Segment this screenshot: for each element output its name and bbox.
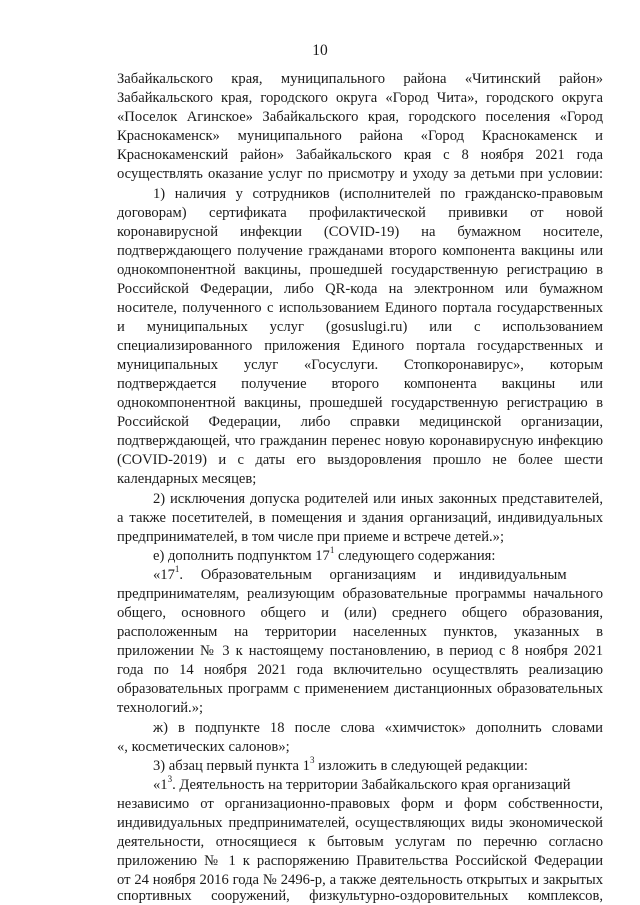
text-fragment: 3) абзац первый пункта 1 xyxy=(153,758,310,774)
text-line: носителе, полученного с использованием Единого портала государственных xyxy=(117,300,603,316)
superscript: 1 xyxy=(329,545,335,556)
text-line: подтверждающей, что гражданин перенес новую коронавирусную инфекцию xyxy=(117,433,603,449)
text-fragment: изложить в следующей редакции: xyxy=(314,758,528,774)
text-fragment: . Деятельность на территории Забайкальского края организаций xyxy=(172,777,571,793)
text-line: Российской Федерации, либо справки медицинской организации, xyxy=(117,414,603,430)
text-line: технологий.»; xyxy=(117,700,204,716)
text-line: Забайкальского края, муниципального района «Читинский район» xyxy=(117,71,603,87)
text-fragment: е) дополнить подпунктом 17 xyxy=(153,548,330,564)
page-number: 10 xyxy=(312,42,328,59)
text-line: индивидуальных предпринимателей, осуществляющих виды экономической xyxy=(117,815,603,831)
text-line: Краснокаменский район» Забайкальского края с 8 ноября 2021 года xyxy=(117,147,603,163)
text-line: Забайкальского края, городского округа «Город Чита», городского округа xyxy=(117,90,603,106)
text-line: осуществлять оказание услуг по присмотру и уходу за детьми при условии: xyxy=(117,166,603,182)
text-line: однокомпонентной вакцины, прошедшей государственную регистрацию в xyxy=(117,262,603,278)
text-line: подтверждающего получение гражданами второго компонента вакцины или xyxy=(117,243,603,259)
text-line: «Поселок Агинское» Забайкальского края, городского поселения «Город xyxy=(117,109,603,125)
text-line xyxy=(153,757,603,775)
superscript: 1 xyxy=(174,564,180,575)
text-line: специализированного приложения Единого портала государственных и xyxy=(117,338,603,354)
text-line: спортивных сооружений, физкультурно-оздоровительных комплексов, xyxy=(117,888,603,904)
text-line: от 24 ноября 2016 года № 2496-р, а также деятельность открытых и закрытых xyxy=(117,872,603,888)
superscript: 3 xyxy=(309,755,315,766)
text-line: Краснокаменск» муниципального района «Город Краснокаменск и xyxy=(117,128,603,144)
text-line: однокомпонентной вакцины, прошедшей государственную регистрацию в xyxy=(117,395,603,411)
text-line: а также посетителей, в помещения и здания организаций, индивидуальных xyxy=(117,510,603,526)
text-line: и муниципальных услуг (gosuslugi.ru) или с использованием xyxy=(117,319,603,335)
text-line: общего, основного общего и (или) среднего общего образования, xyxy=(117,605,603,621)
text-line: муниципальных услуг «Госуслуги. Стопкоронавирус», которым xyxy=(117,357,603,373)
text-line: деятельности, относящиеся к бытовым услугам по перечню согласно xyxy=(117,834,603,850)
text-line: предпринимателей, в том числе при приеме и встрече детей.»; xyxy=(117,529,505,545)
text-line: подтверждается получение второго компонента вакцины или xyxy=(117,376,603,392)
text-line: приложению № 1 к распоряжению Правительства Российской Федерации xyxy=(117,853,603,869)
text-line: календарных месяцев; xyxy=(117,471,257,487)
text-line: года по 14 ноября 2021 года включительно осуществлять реализацию xyxy=(117,662,603,678)
text-fragment: . Образовательным организациям и индивидуальным xyxy=(179,567,567,583)
text-fragment: «1 xyxy=(153,777,168,793)
text-line: ж) в подпункте 18 после слова «химчисток» дополнить словами xyxy=(153,720,603,736)
text-line: образовательных программ с применением дистанционных образовательных xyxy=(117,681,603,697)
text-line xyxy=(153,776,603,794)
text-line: приложении № 3 к настоящему постановлению, в период с 8 ноября 2021 xyxy=(117,643,603,659)
text-line: договорам) сертификата профилактической прививки от новой xyxy=(117,205,603,221)
text-line: Российской Федерации, либо QR-кода на электронном или бумажном xyxy=(117,281,603,297)
text-line: предпринимателям, реализующим образовательные программы начального xyxy=(117,586,603,602)
superscript: 3 xyxy=(167,774,173,785)
text-fragment: следующего содержания: xyxy=(334,548,496,564)
text-fragment: «17 xyxy=(153,567,175,583)
text-line: независимо от организационно-правовых форм и форм собственности, xyxy=(117,796,603,812)
text-line xyxy=(153,547,603,565)
text-line: коронавирусной инфекции (COVID-19) на бумажном носителе, xyxy=(117,224,603,240)
text-line: (COVID-2019) и с даты его выздоровления прошло не более шести xyxy=(117,452,603,468)
text-line: «, косметических салонов»; xyxy=(117,739,290,755)
text-line xyxy=(153,566,603,584)
text-line: 1) наличия у сотрудников (исполнителей по гражданско-правовым xyxy=(153,186,603,202)
text-line: расположенным на территории населенных пунктов, указанных в xyxy=(117,624,603,640)
text-line: 2) исключения допуска родителей или иных законных представителей, xyxy=(153,491,603,507)
